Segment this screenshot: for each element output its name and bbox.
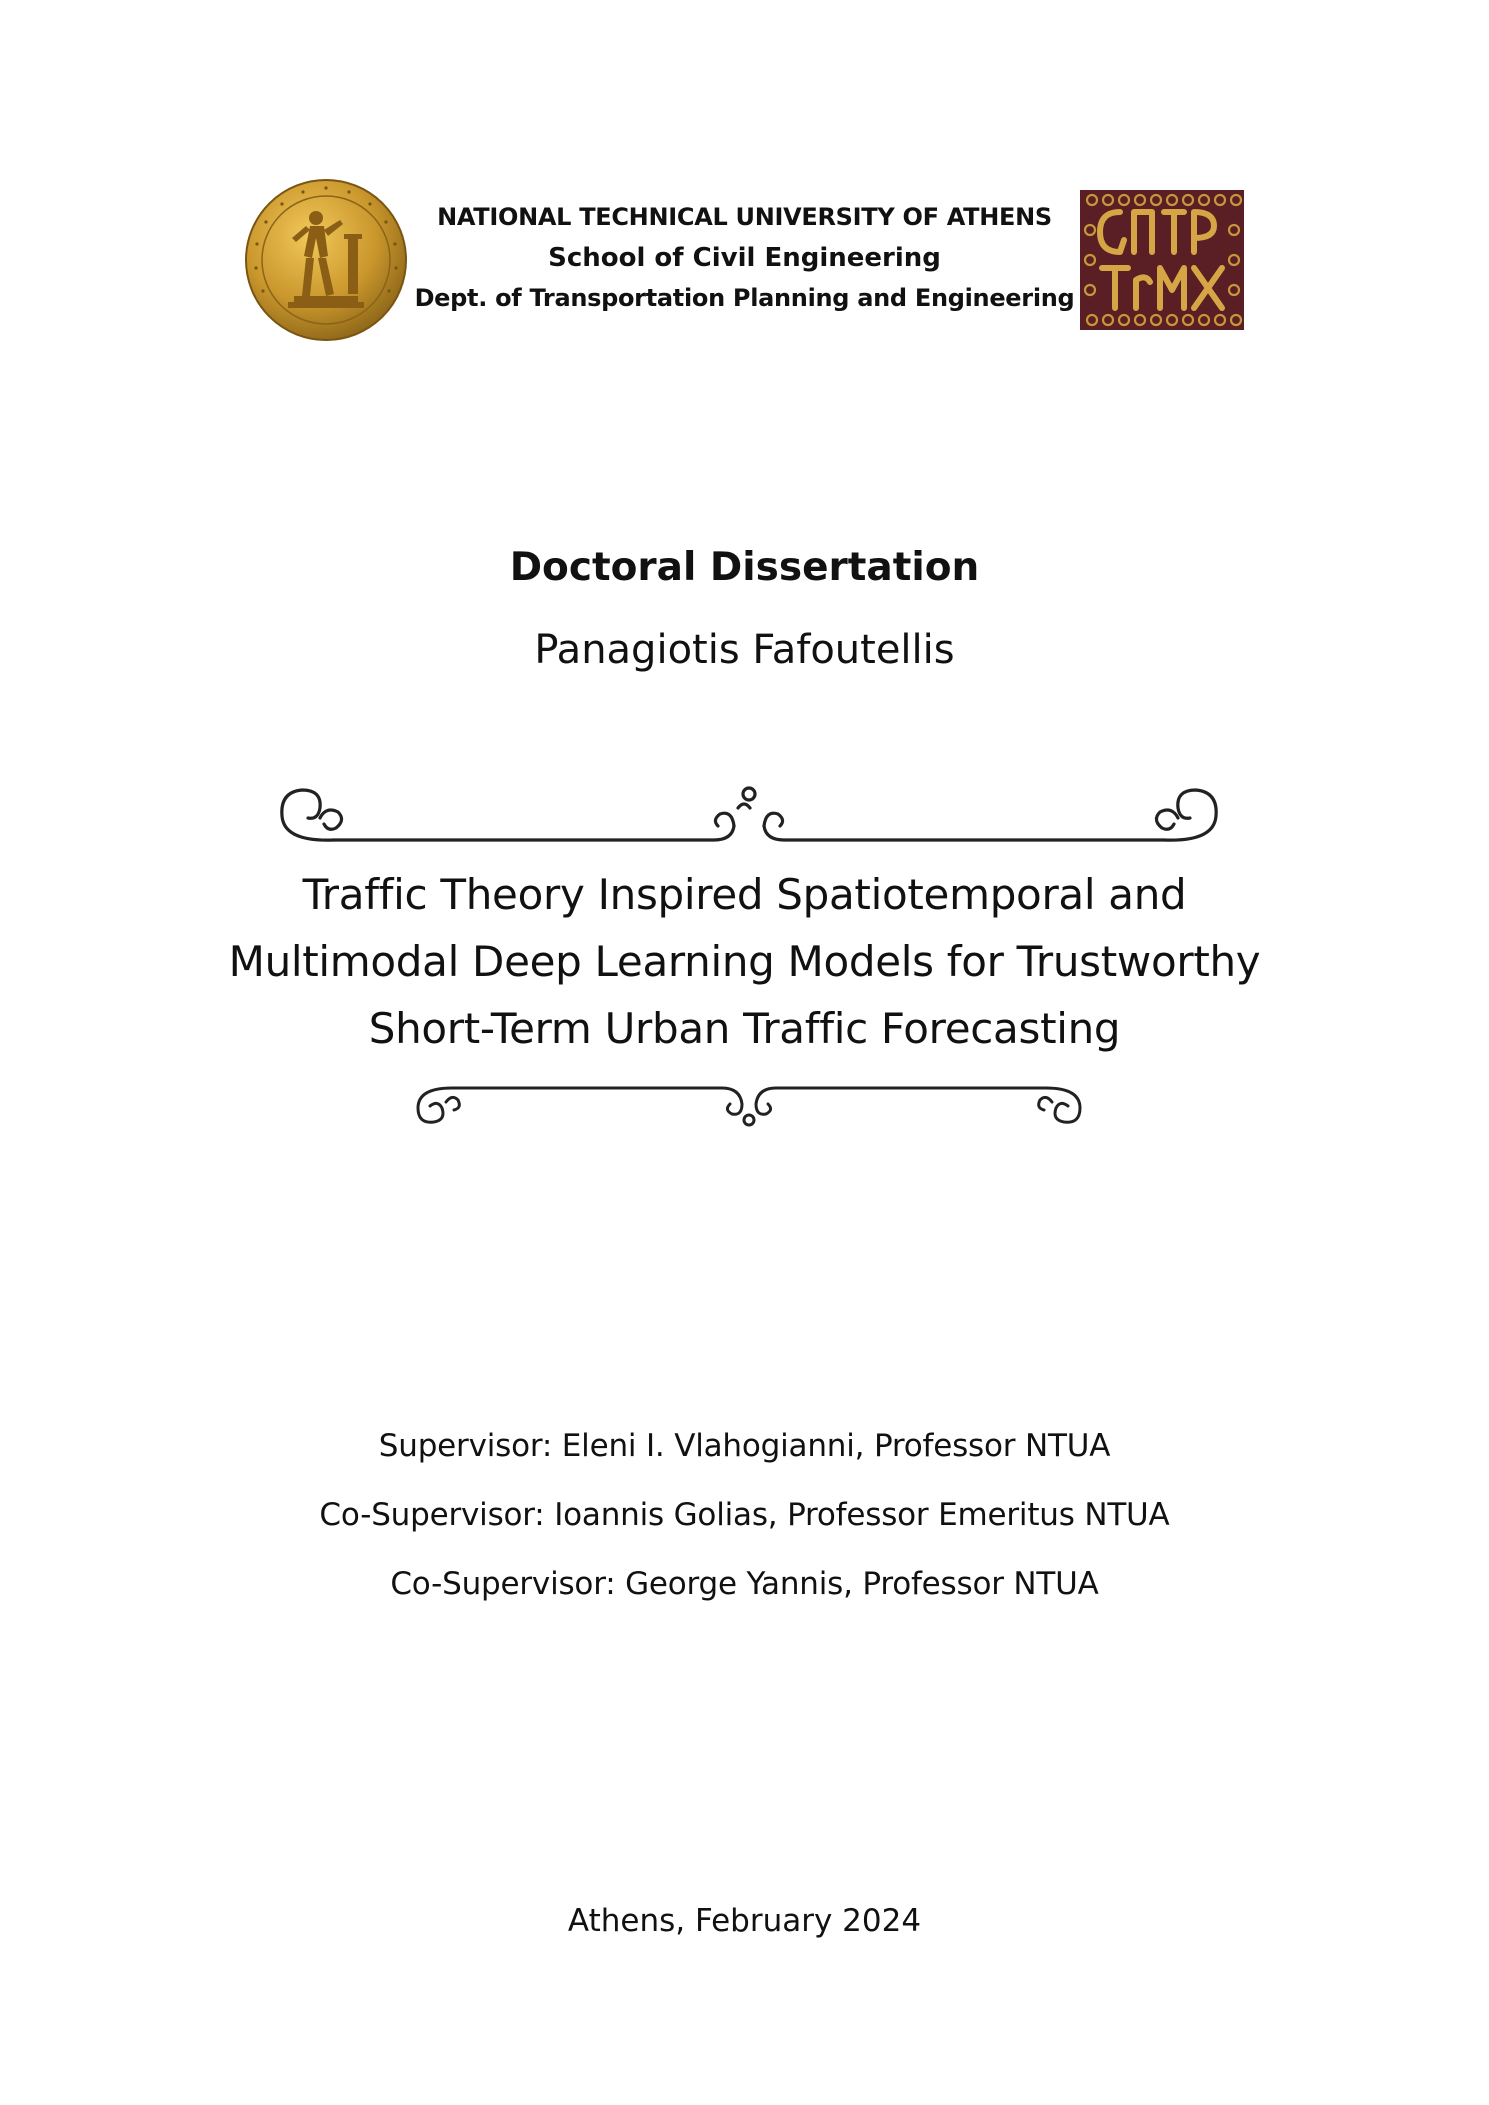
dissertation-title-line: Short-Term Urban Traffic Forecasting bbox=[368, 1004, 1121, 1053]
supervisor-line: Supervisor: Eleni I. Vlahogianni, Professor NTUA bbox=[378, 1428, 1111, 1464]
place-and-date: Athens, February 2024 bbox=[567, 1903, 922, 1939]
author-name: Panagiotis Fafoutellis bbox=[534, 627, 955, 673]
ornamental-divider-top bbox=[274, 780, 1224, 850]
school-name: School of Civil Engineering bbox=[548, 243, 941, 273]
document-type: Doctoral Dissertation bbox=[509, 545, 980, 590]
co-supervisor-line: Co-Supervisor: George Yannis, Professor NTUA bbox=[390, 1566, 1099, 1602]
department-logo bbox=[1080, 190, 1244, 330]
co-supervisor-line: Co-Supervisor: Ioannis Golias, Professor Emeritus NTUA bbox=[319, 1497, 1170, 1533]
ornamental-divider-bottom bbox=[412, 1078, 1086, 1128]
dissertation-title-line: Traffic Theory Inspired Spatiotemporal and bbox=[302, 870, 1187, 919]
department-name: Dept. of Transportation Planning and Engineering bbox=[414, 284, 1075, 312]
dissertation-title-line: Multimodal Deep Learning Models for Trustworthy bbox=[228, 937, 1261, 986]
university-name: NATIONAL TECHNICAL UNIVERSITY OF ATHENS bbox=[437, 203, 1052, 231]
